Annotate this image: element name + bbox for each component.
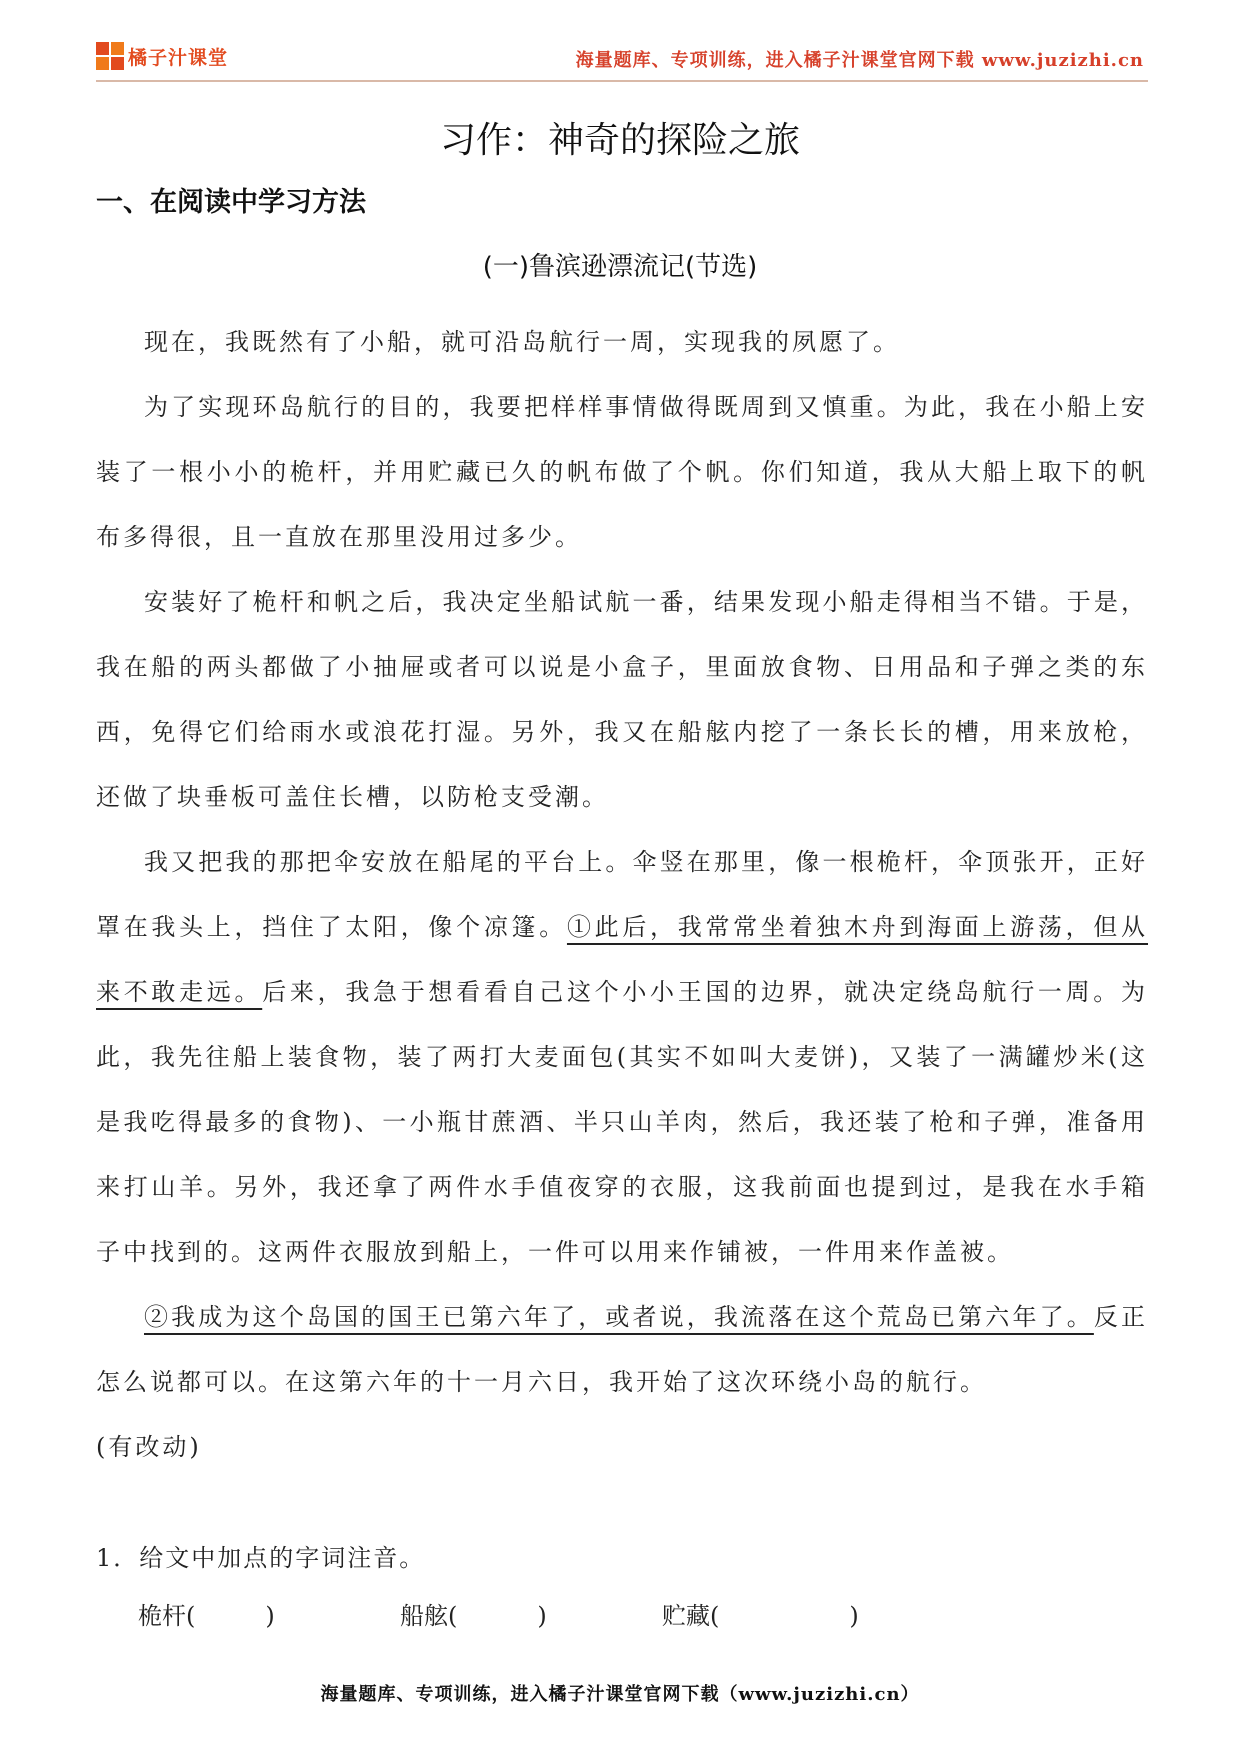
underlined-sentence-2: ②我成为这个岛国的国王已第六年了，或者说，我流落在这个荒岛已第六年了。 — [144, 1303, 1094, 1331]
page-footer: 海量题库、专项训练，进入橘子汁课堂官网下载（www.juzizhi.cn） — [320, 1684, 920, 1705]
paragraph-3: 安装好了桅杆和帆之后，我决定坐船试航一番，结果发现小船走得相当不错。于是，我在船的两头都做了小抽屉或者可以说是小盒子，里面放食物、日用品和子弹之类的东西，免得它们给雨水或浪花打湿。另外，我又在船舷内挖了一条长长的槽，用来放枪，还做了块垂板可盖住长槽，以防枪支受潮。 — [96, 588, 1148, 811]
answer-open-paren: ( — [448, 1602, 458, 1630]
paragraph-4 — [96, 830, 1148, 1285]
page-header — [96, 40, 1148, 82]
answer-row — [138, 1596, 922, 1631]
answer-close-paren: ) — [537, 1602, 547, 1630]
paragraph-4-rest: 后来，我急于想看看自己这个小小王国的边界，就决定绕岛航行一周。为此，我先往船上装食物，装了两打大麦面包(其实不如叫大麦饼)，又装了一满罐炒米(这是我吃得最多的食物)、一小瓶甘蔗酒、半只山羊肉，然后，我还装了枪和子弹，准备用来打山羊。另外，我还拿了两件水手值夜穿的衣服，这我前面也提到过，是我在水手箱子中找到的。这两件衣服放到船上，一件可以用来作铺被，一件用来作盖被。 — [96, 978, 1149, 1266]
question-1: 1．给文中加点的字词注音。 — [96, 1544, 426, 1572]
answer-item[interactable] — [662, 1596, 922, 1631]
answer-open-paren: ( — [186, 1602, 196, 1630]
paragraph-4-lead: 我又把我的那把伞安放在船尾的平台上。伞竖在那里，像一根桅杆，伞顶张开，正好罩在我头上，挡住了太阳，像个凉篷。 — [96, 848, 1148, 941]
page-title: 习作：神奇的探险之旅 — [439, 120, 800, 161]
paragraph-2: 为了实现环岛航行的目的，我要把样样事情做得既周到又慎重。为此，我在小船上安装了一根小小的桅杆，并用贮藏已久的帆布做了个帆。你们知道，我从大船上取下的帆布多得很，且一直放在那里没用过多少。 — [96, 393, 1148, 551]
underlined-sentence-1: ①此后，我常常坐着独木舟到海面上游荡，但从来不敢走远。 — [96, 913, 1149, 1006]
paragraph-5 — [96, 1285, 1148, 1415]
answer-close-paren: ) — [265, 1602, 275, 1630]
answer-item[interactable] — [400, 1596, 662, 1631]
passage-title: (一)鲁滨逊漂流记(节选) — [482, 252, 758, 282]
brand-logo[interactable] — [96, 42, 228, 70]
paragraph-5-rest: 反正怎么说都可以。在这第六年的十一月六日，我开始了这次环绕小岛的航行。 — [96, 1303, 1148, 1396]
source-note: (有改动) — [96, 1433, 202, 1461]
passage-body — [96, 310, 1148, 1480]
logo-text: 橘子汁课堂 — [128, 46, 229, 69]
header-slogan: 海量题库、专项训练，进入橘子汁课堂官网下载 www.juzizhi.cn — [575, 50, 1144, 71]
answer-word: 船舷 — [400, 1602, 448, 1630]
answer-close-paren: ) — [849, 1602, 859, 1630]
answer-item[interactable] — [138, 1596, 400, 1631]
paragraph-1: 现在，我既然有了小船，就可沿岛航行一周，实现我的夙愿了。 — [144, 328, 900, 356]
logo-grid-icon — [96, 42, 124, 70]
section-heading: 一、在阅读中学习方法 — [96, 187, 366, 218]
answer-word: 桅杆 — [138, 1602, 186, 1630]
answer-open-paren: ( — [710, 1602, 720, 1630]
answer-word: 贮藏 — [662, 1602, 710, 1630]
